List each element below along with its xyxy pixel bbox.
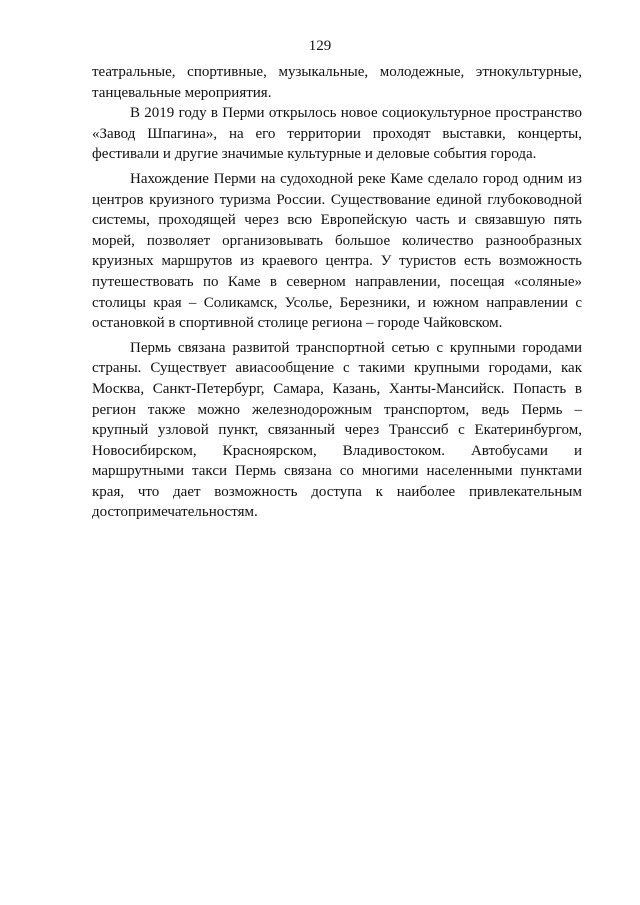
paragraph-events-continuation: театральные, спортивные, музыкальные, молодежные, этнокультурные, танцевальные мероприятия. <box>92 64 582 101</box>
paragraph-shpagin-factory: В 2019 году в Перми открылось новое социокультурное пространство «Завод Шпагина», на его территории проходят выставки, концерты, фестивали и другие значимые культурные и деловые события города. <box>92 105 582 163</box>
paragraph-cruise-tourism: Нахождение Перми на судоходной реке Каме сделало город одним из центров круизного туризма России. Существование единой глубоководной системы, проходящей через всю Европейскую часть и связавшую пять морей, позволяет организовывать большое количество разнообразных круизных маршрутов из краевого центра. У туристов есть возможность путешествовать по Каме в северном направлении, посещая «соляные» столицы края – Соликамск, Усолье, Березники, и южном направлении с остановкой в спортивной столице региона – городе Чайковском. <box>92 170 582 332</box>
document-body <box>92 62 582 523</box>
page-number: 129 <box>308 38 332 54</box>
paragraph-transport: Пермь связана развитой транспортной сетью с крупными городами страны. Существует авиасообщение с такими крупными городами, как Москва, Санкт-Петербург, Самара, Казань, Ханты-Мансийск. Попасть в регион также можно железнодорожным транспортом, ведь Пермь – крупный узловой пункт, связанный через Транссиб с Екатеринбургом, Новосибирском, Красноярском, Владивостоком. Автобусами и маршрутными такси Пермь связана со многими населенными пунктами края, что дает возможность доступа к наиболее привлекательным достопримечательностям. <box>92 339 582 521</box>
